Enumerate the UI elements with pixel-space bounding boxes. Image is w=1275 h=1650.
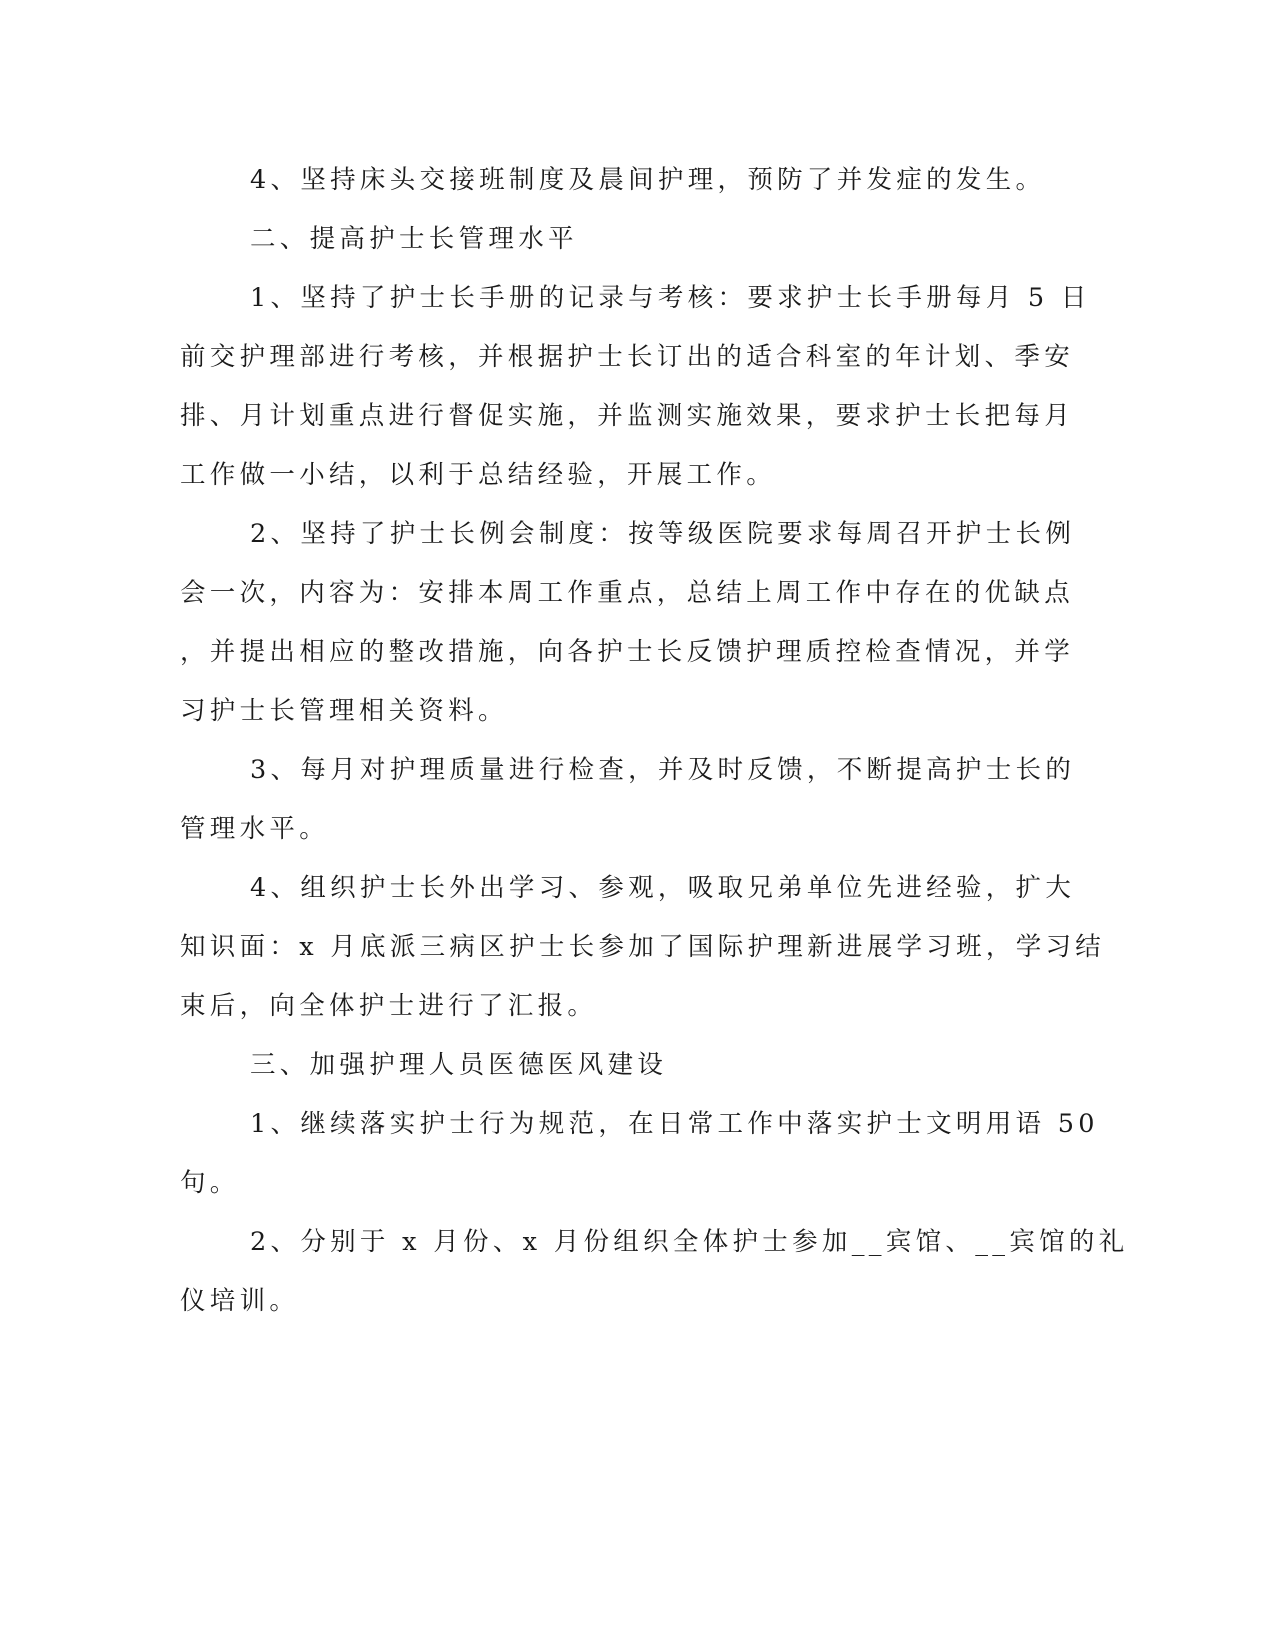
text-line: 工作做一小结，以利于总结经验，开展工作。 xyxy=(180,460,777,490)
text-line: 习护士长管理相关资料。 xyxy=(180,696,508,726)
text-line: 管理水平。 xyxy=(180,814,330,844)
text-line: 2、坚持了护士长例会制度：按等级医院要求每周召开护士长例 xyxy=(250,519,1076,549)
section-heading: 三、加强护理人员医德医风建设 xyxy=(250,1050,668,1080)
text-line: 前交护理部进行考核，并根据护士长订出的适合科室的年计划、季安 xyxy=(180,342,1075,372)
text-line: 排、月计划重点进行督促实施，并监测实施效果，要求护士长把每月 xyxy=(180,401,1075,431)
text-line: 知识面：x 月底派三病区护士长参加了国际护理新进展学习班，学习结 xyxy=(180,932,1106,962)
section-heading: 二、提高护士长管理水平 xyxy=(250,224,578,254)
text-line: 4、组织护士长外出学习、参观，吸取兄弟单位先进经验，扩大 xyxy=(250,873,1076,903)
text-line: 束后，向全体护士进行了汇报。 xyxy=(180,991,598,1021)
text-line: 3、每月对护理质量进行检查，并及时反馈，不断提高护士长的 xyxy=(250,755,1076,785)
text-line: 1、继续落实护士行为规范，在日常工作中落实护士文明用语 50 xyxy=(250,1109,1099,1139)
text-line: 4、坚持床头交接班制度及晨间护理，预防了并发症的发生。 xyxy=(250,165,1046,195)
text-line: 会一次，内容为：安排本周工作重点，总结上周工作中存在的优缺点 xyxy=(180,578,1075,608)
text-line: 2、分别于 x 月份、x 月份组织全体护士参加__宾馆、__宾馆的礼 xyxy=(250,1227,1129,1257)
text-line: 句。 xyxy=(180,1168,240,1198)
text-line: 1、坚持了护士长手册的记录与考核：要求护士长手册每月 5 日 xyxy=(250,283,1091,313)
text-line: 仪培训。 xyxy=(180,1286,300,1316)
text-line: ，并提出相应的整改措施，向各护士长反馈护理质控检查情况，并学 xyxy=(180,637,1075,667)
